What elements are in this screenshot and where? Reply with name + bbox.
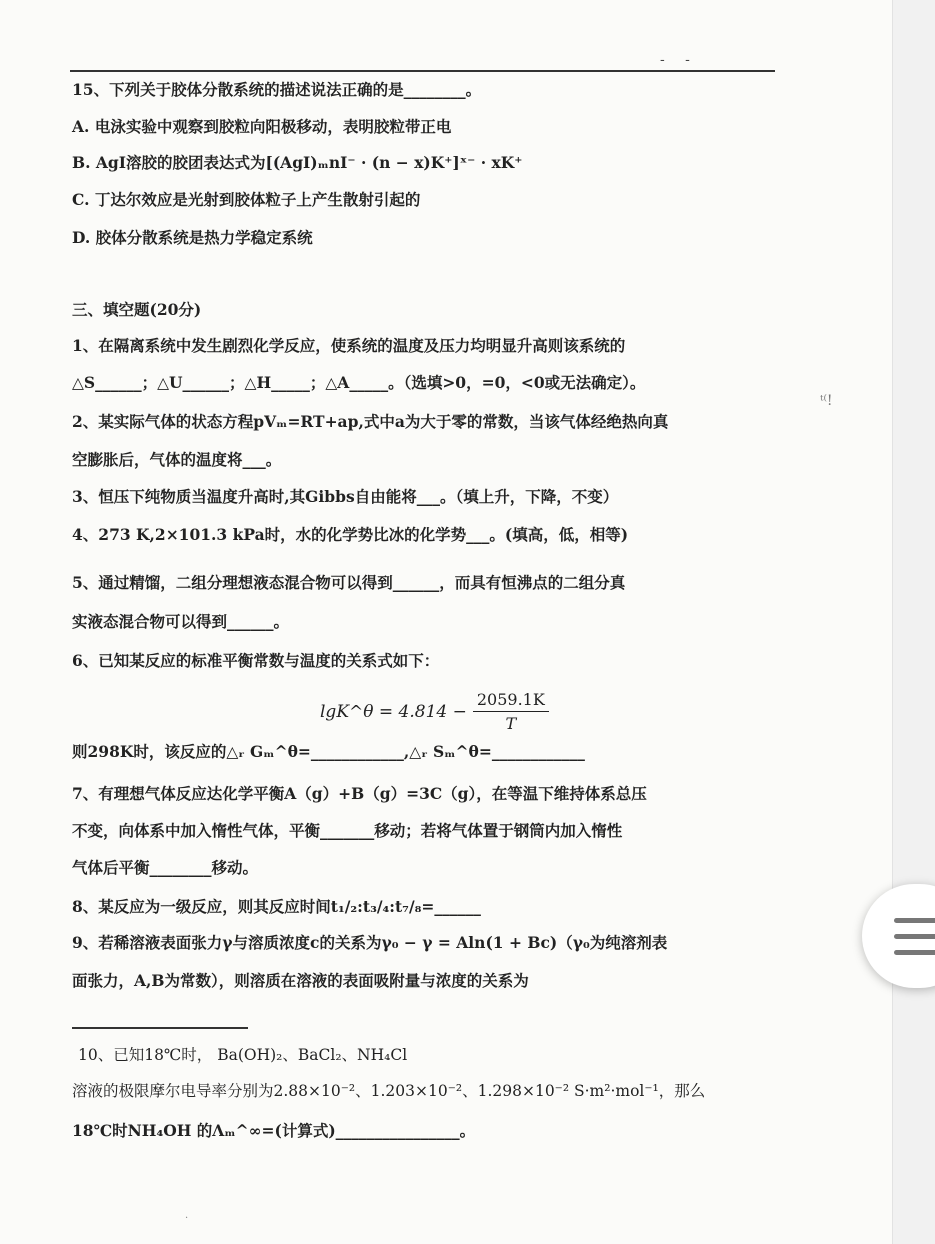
q15-stem: 15、下列关于胶体分散系统的描述说法正确的是________。 (72, 80, 482, 99)
q9-line2: 面张力，A,B为常数），则溶质在溶液的表面吸附量与浓度的关系为 (72, 971, 529, 990)
q9-line1: 9、若稀溶液表面张力γ与溶质浓度c的关系为γ₀ − γ = Aln(1 + Bc)（γ₀为纯溶剂表 (72, 933, 668, 952)
formula-denominator: T (505, 714, 517, 733)
q6-line2: 则298K时，该反应的△ᵣ Gₘ^θ=____________,△ᵣ Sₘ^θ=____________ (72, 742, 585, 761)
margin-mark: ᵗ⁽! (820, 393, 833, 409)
q10-line3: 18℃时NH₄OH 的Λₘ^∞=(计算式)________________。 (72, 1121, 476, 1140)
q15-option-c: C. 丁达尔效应是光射到胶体粒子上产生散射引起的 (72, 190, 421, 209)
q10-line2: 溶液的极限摩尔电导率分别为2.88×10⁻²、1.203×10⁻²、1.298×10⁻² S·m²·mol⁻¹，那么 (72, 1082, 706, 1100)
q1-line2: △S______；△U______；△H_____；△A_____。（选填>0，=0，<0或无法确定）。 (72, 373, 646, 392)
q5-line2: 实液态混合物可以得到______。 (72, 612, 290, 631)
formula-left: lgK^θ = 4.814 − (320, 701, 467, 722)
menu-icon-bar-middle (894, 934, 935, 939)
q7-line2: 不变，向体系中加入惰性气体，平衡_______移动；若将气体置于钢筒内加入惰性 (72, 821, 623, 840)
menu-icon-bar-bottom (894, 950, 935, 955)
q15-option-b: B. AgI溶胶的胶团表达式为[(AgI)ₘnI⁻ · (n − x)K⁺]ˣ⁻ · xK⁺ (72, 153, 523, 172)
q5-line1: 5、通过精馏，二组分理想液态混合物可以得到______，而具有恒沸点的二组分真 (72, 573, 626, 592)
formula-fraction (473, 690, 549, 733)
q10-line1: 10、已知18℃时， Ba(OH)₂、BaCl₂、NH₄Cl (78, 1046, 408, 1064)
q7-line3: 气体后平衡________移动。 (72, 858, 259, 877)
q2-line1: 2、某实际气体的状态方程pVₘ=RT+ap,式中a为大于零的常数，当该气体经绝热向真 (72, 412, 669, 431)
scan-marks: - - (660, 52, 698, 68)
q15-option-d: D. 胶体分散系统是热力学稳定系统 (72, 228, 313, 247)
q8-line: 8、某反应为一级反应，则其反应时间t₁/₂:t₃/₄:t₇/₈=______ (72, 897, 481, 916)
q7-line1: 7、有理想气体反应达化学平衡A（g）+B（g）=3C（g），在等温下维持体系总压 (72, 784, 647, 803)
formula-numerator: 2059.1K (473, 690, 549, 712)
q3-line: 3、恒压下纯物质当温度升高时,其Gibbs自由能将___。（填上升，下降，不变） (72, 487, 619, 506)
q4-line: 4、273 K,2×101.3 kPa时，水的化学势比冰的化学势___。(填高，低，相等) (72, 525, 629, 544)
q9-answer-blank (72, 1027, 248, 1029)
q1-line1: 1、在隔离系统中发生剧烈化学反应，使系统的温度及压力均明显升高则该系统的 (72, 336, 626, 355)
q6-line1: 6、已知某反应的标准平衡常数与温度的关系式如下： (72, 651, 440, 670)
side-panel (892, 0, 935, 1244)
section-title: 三、填空题(20分) (72, 300, 202, 319)
q2-line2: 空膨胀后，气体的温度将___。 (72, 450, 282, 469)
q15-option-a: A. 电泳实验中观察到胶粒向阳极移动，表明胶粒带正电 (72, 117, 452, 136)
equilibrium-formula (320, 690, 549, 733)
top-rule (70, 70, 775, 72)
menu-icon-bar-top (894, 918, 935, 923)
scan-dot: · (185, 1213, 189, 1224)
